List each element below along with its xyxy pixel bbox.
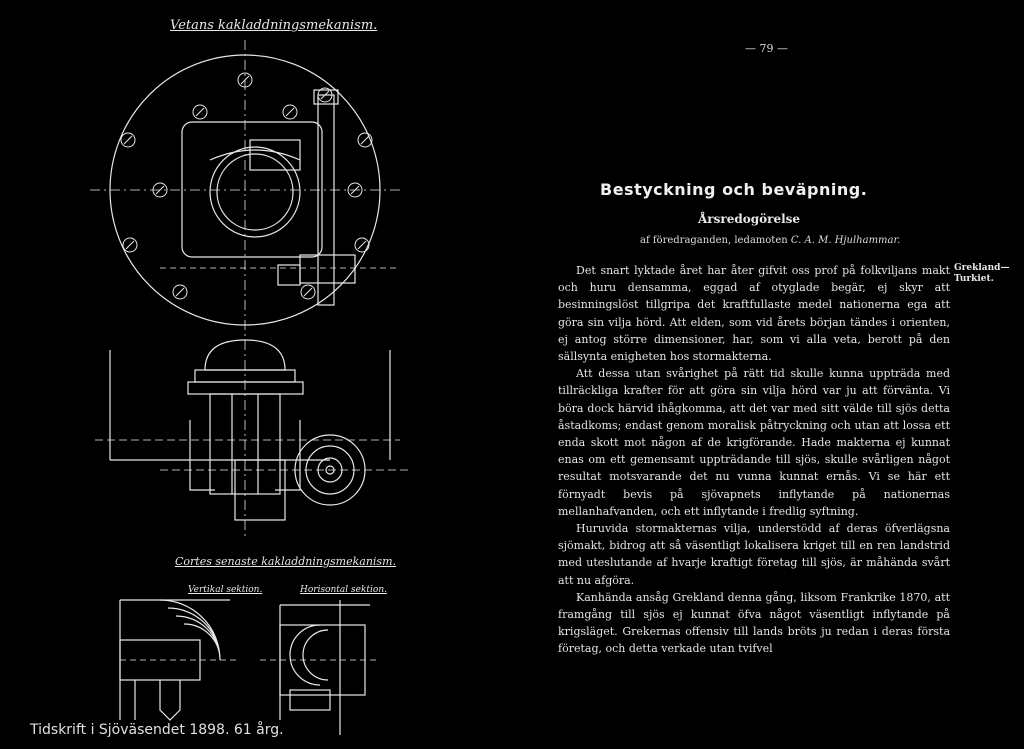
paragraph: Att dessa utan svårighet på rätt tid skulle kunna uppträda med tillräckliga krafter för att göra sin vilja hörd var ju att förvänta. Vi böra dock härvid ihågkomma, att det var med sitt välde till sjös detta åstadkoms; endast genom moralisk påtryckning och utan att lossa ett enda skott mot någon af de krigförande. Hade makterna ej kunnat enas om ett gemensamt uppträdande till sjös, skulle svårligen något resultat motsvarande det nu vunna kunnat ernås. Vi se här ett förnyadt bevis på sjövapnets inflytande på nationernas mellanhafvanden, och ett inflytande i fredlig syftning.: [558, 367, 950, 518]
section-title: Cortes senaste kakladdningsmekanism.: [175, 555, 396, 568]
paragraph: Det snart lyktade året har åter gifvit oss prof på folkviljans makt och huru densamma, eggad af otyglade begär, ej skyr att besinningslöst tillgripa det kraftfullaste medel nationerna ega att göra sin vilja hörd. Att elden, som vid årets början tändes i orienten, ej antog större dimensioner, har, som vi alla veta, berott på den sällsynta enigheten hos stormakterna.: [558, 264, 950, 364]
article-body: [558, 262, 950, 658]
author-line: [640, 235, 900, 246]
paragraph: Kanhända ansåg Grekland denna gång, liksom Frankrike 1870, att framgång till sjös ej kunnat öfva något väsentligt inflytande på krigsläget. Grekernas offensiv till lands bröts ju redan i deras första företag, och detta verkade utan tvifvel: [558, 590, 950, 656]
author-prefix: af föredraganden, ledamoten: [640, 235, 788, 246]
vertical-section-label: Vertikal sektion.: [188, 585, 263, 595]
article-title: Bestyckning och beväpning.: [600, 180, 868, 199]
journal-footer: Tidskrift i Sjöväsendet 1898. 61 årg.: [30, 722, 284, 738]
article-subtitle: Årsredogörelse: [698, 212, 801, 226]
page-number: — 79 —: [745, 42, 788, 55]
margin-note: Grekland— Turkiet.: [954, 263, 1010, 284]
paragraph: Huruvida stormakternas vilja, understödd af deras öfverlägsna sjömakt, bidrog att så väsentligt lokalisera kriget till en ren landstrid med uteslutande af hvarje kraftigt företag till sjös, är måhända svårt att nu afgöra.: [558, 522, 950, 587]
horizontal-section-label: Horisontal sektion.: [300, 585, 387, 595]
drawing-title: Vetans kakladdningsmekanism.: [170, 18, 378, 33]
author-name: C. A. M. Hjulhammar.: [790, 235, 901, 246]
